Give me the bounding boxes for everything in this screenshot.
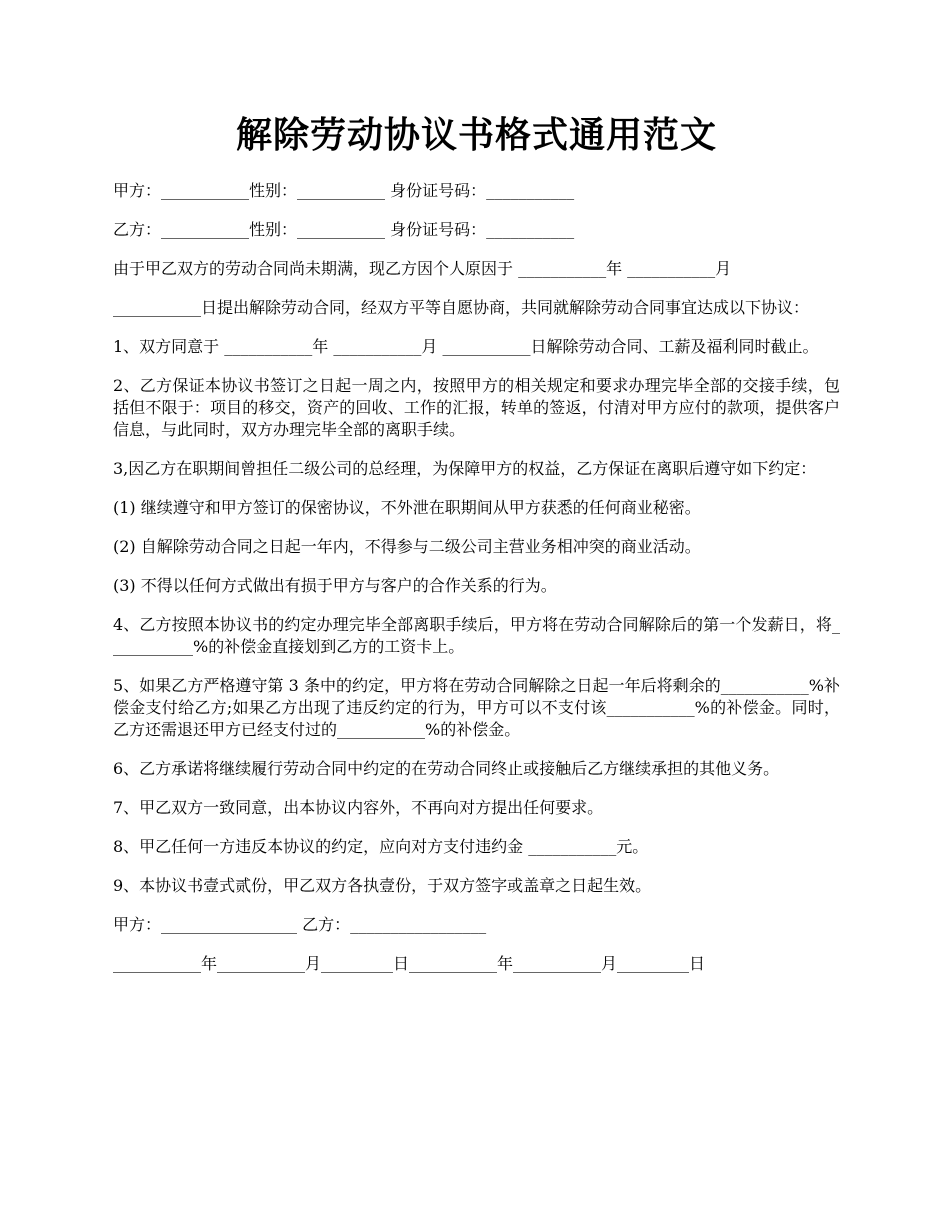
clause-1: 1、双方同意于 ___________年 ___________月 ___________日解除劳动合同、工薪及福利同时截止。 [113, 337, 819, 356]
preamble-line-1: 由于甲乙双方的劳动合同尚未期满，现乙方因个人原因于 ___________年 ___________月 [113, 259, 732, 278]
clause-2: 2、乙方保证本协议书签订之日起一周之内，按照甲方的相关规定和要求办理完毕全部的交接手续，包括但不限于：项目的移交，资产的回收、工作的汇报，转单的签返，付清对甲方应付的款项，提供客户信息，与此同时，双方办理完毕全部的离职手续。 [113, 376, 840, 439]
clause-4: 4、乙方按照本协议书的约定办理完毕全部离职手续后，甲方将在劳动合同解除后的第一个发薪日，将___________%的补偿金直接划到乙方的工资卡上。 [113, 615, 840, 656]
clause-3-item-2: (2) 自解除劳动合同之日起一年内，不得参与二级公司主营业务相冲突的商业活动。 [113, 537, 701, 556]
clause-3-item-1: (1) 继续遵守和甲方签订的保密协议，不外泄在职期间从甲方获悉的任何商业秘密。 [113, 498, 701, 517]
clause-6: 6、乙方承诺将继续履行劳动合同中约定的在劳动合同终止或接触后乙方继续承担的其他义务。 [113, 759, 780, 778]
clause-9: 9、本协议书壹式贰份，甲乙双方各执壹份，于双方签字或盖章之日起生效。 [113, 876, 652, 895]
preamble-line-2: ___________日提出解除劳动合同，经双方平等自愿协商，共同就解除劳动合同事宜达成以下协议： [113, 298, 810, 317]
party-b-info: 乙方：___________性别：___________ 身份证号码：___________ [113, 220, 575, 239]
document-page [113, 108, 840, 992]
document-title: 解除劳动协议书格式通用范文 [235, 114, 717, 156]
clause-8: 8、甲乙任何一方违反本协议的约定，应向对方支付违约金 ___________元。 [113, 837, 649, 856]
clause-3: 3,因乙方在职期间曾担任二级公司的总经理，为保障甲方的权益，乙方保证在离职后遵守如下约定： [113, 459, 817, 478]
clause-7: 7、甲乙双方一致同意，出本协议内容外，不再向对方提出任何要求。 [113, 798, 604, 817]
clause-3-item-3: (3) 不得以任何方式做出有损于甲方与客户的合作关系的行为。 [113, 576, 557, 595]
party-a-info: 甲方：___________性别：___________ 身份证号码：___________ [113, 181, 575, 200]
signature-line: 甲方：_________________ 乙方：_________________ [113, 915, 487, 934]
clause-5: 5、如果乙方严格遵守第 3 条中的约定，甲方将在劳动合同解除之日起一年后将剩余的___________%补偿金支付给乙方;如果乙方出现了违反约定的行为，甲方可以不支付该___________%的补偿金。同时，乙方还需退还甲方已经支付过的___________%的补偿金。 [113, 676, 840, 739]
date-line: ___________年___________月_________日___________年___________月_________日 [113, 954, 706, 973]
